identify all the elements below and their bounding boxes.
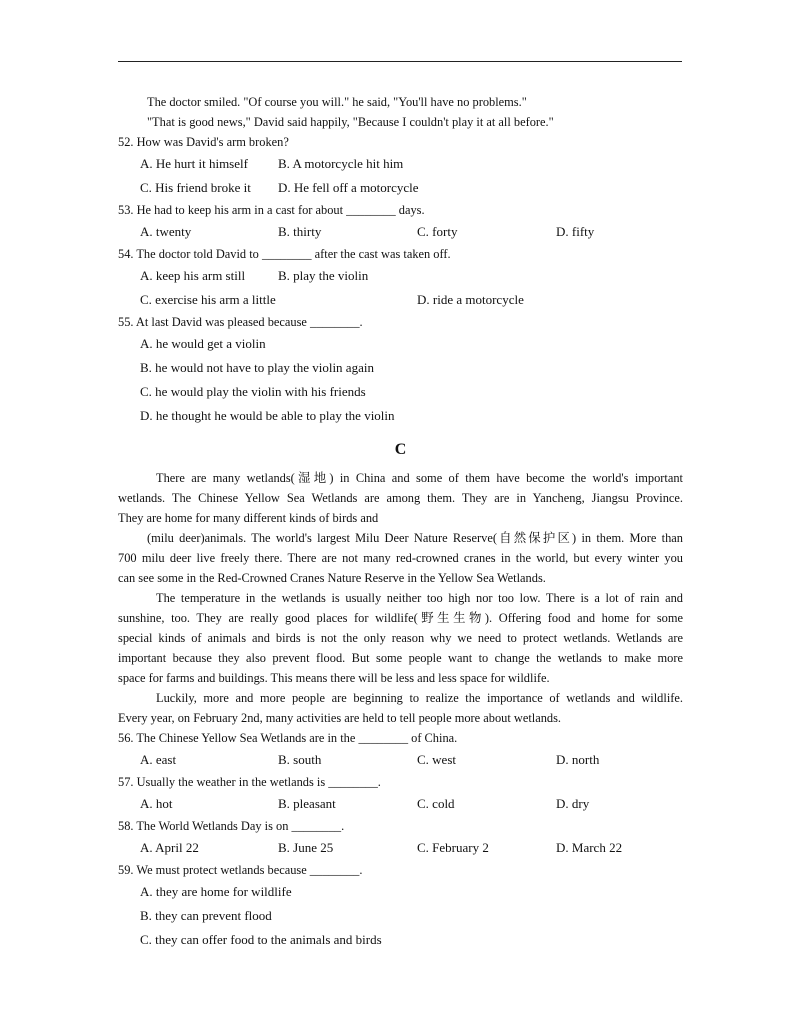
option-b: B. A motorcycle hit him — [278, 156, 404, 171]
options-row — [118, 220, 683, 244]
option-c: C. February 2 — [417, 840, 489, 855]
passage-paragraph — [118, 588, 683, 688]
question-58: 58. The World Wetlands Day is on ________. — [118, 819, 345, 833]
section-title: C — [394, 441, 407, 458]
options-row — [118, 904, 683, 928]
option-b: B. south — [278, 752, 322, 767]
option-a: A. He hurt it himself — [140, 156, 248, 171]
option-b: B. he would not have to play the violin again — [140, 360, 374, 375]
passage-line: The temperature in the wetlands is usually neither too high nor too low. There is a lot of rain and — [156, 591, 683, 605]
option-a: A. they are home for wildlife — [140, 884, 292, 899]
passage-line: They are home for many different kinds of birds and — [118, 511, 379, 525]
option-b: B. play the violin — [278, 268, 369, 283]
passage-paragraph — [118, 688, 683, 728]
option-b: B. they can prevent flood — [140, 908, 272, 923]
options-row — [118, 928, 683, 952]
option-a: A. keep his arm still — [140, 268, 246, 283]
options-row — [118, 356, 683, 380]
option-c: C. he would play the violin with his friends — [140, 384, 366, 399]
option-c: C. forty — [417, 224, 458, 239]
passage-line: wetlands. The Chinese Yellow Sea Wetlands are among them. They are in Yancheng, Jiangsu Province. — [118, 491, 683, 505]
option-b: B. June 25 — [278, 840, 334, 855]
question-59: 59. We must protect wetlands because ________. — [118, 863, 363, 877]
question-55: 55. At last David was pleased because ________. — [118, 315, 363, 329]
option-d: D. ride a motorcycle — [417, 292, 524, 307]
passage-line: 700 milu deer live freely there. There are not many red-crowned cranes in the world, but every winter you — [118, 551, 683, 565]
option-b: B. thirty — [278, 224, 322, 239]
options-row — [118, 288, 683, 312]
dialogue-line: "That is good news," David said happily, "Because I couldn't play it at all before." — [147, 115, 554, 129]
passage-line: (milu deer)animals. The world's largest Milu Deer Nature Reserve(自然保护区) in them. More than — [147, 531, 683, 545]
option-c: C. west — [417, 752, 456, 767]
option-a: A. he would get a violin — [140, 336, 266, 351]
options-row — [118, 792, 683, 816]
option-d: D. he thought he would be able to play the violin — [140, 408, 395, 423]
options-row — [118, 880, 683, 904]
option-d: D. north — [556, 752, 600, 767]
option-a: A. twenty — [140, 224, 192, 239]
option-a: A. east — [140, 752, 177, 767]
question-56: 56. The Chinese Yellow Sea Wetlands are in the ________ of China. — [118, 731, 458, 745]
passage-line: can see some in the Red-Crowned Cranes Nature Reserve in the Yellow Sea Wetlands. — [118, 571, 546, 585]
passage-paragraph — [118, 528, 683, 588]
passage-line: space for farms and buildings. This means there will be less and less space for wildlife. — [118, 671, 550, 685]
passage-line: important because they also prevent flood. But some people want to change the wetlands to make more — [118, 651, 683, 665]
question-57: 57. Usually the weather in the wetlands is ________. — [118, 775, 381, 789]
options-row — [118, 380, 683, 404]
option-d: D. March 22 — [556, 840, 623, 855]
options-row — [118, 152, 683, 176]
option-c: C. cold — [417, 796, 455, 811]
passage-line: sunshine, too. They are really good places for wildlife(野生生物). Offering food and home for some — [118, 611, 683, 625]
options-row — [118, 748, 683, 772]
options-row — [118, 332, 683, 356]
question-53: 53. He had to keep his arm in a cast for about ________ days. — [118, 203, 425, 217]
passage-paragraph — [118, 468, 683, 528]
page-content — [118, 92, 683, 952]
option-a: A. hot — [140, 796, 173, 811]
option-b: B. pleasant — [278, 796, 336, 811]
options-row — [118, 836, 683, 860]
option-d: D. fifty — [556, 224, 595, 239]
options-row — [118, 176, 683, 200]
passage-line: special kinds of animals and birds is not the only reason why we need to protect wetlands. Wetlands are — [118, 631, 683, 645]
option-c: C. His friend broke it — [140, 180, 251, 195]
passage-line: Every year, on February 2nd, many activities are held to tell people more about wetlands. — [118, 711, 562, 725]
option-d: D. dry — [556, 796, 590, 811]
dialogue-line: The doctor smiled. "Of course you will." he said, "You'll have no problems." — [147, 95, 527, 109]
option-d: D. He fell off a motorcycle — [278, 180, 419, 195]
question-52: 52. How was David's arm broken? — [118, 135, 289, 149]
option-a: A. April 22 — [140, 840, 199, 855]
option-c: C. they can offer food to the animals and birds — [140, 932, 382, 947]
header-rule — [118, 61, 682, 62]
options-row — [118, 264, 683, 288]
options-row — [118, 404, 683, 428]
option-c: C. exercise his arm a little — [140, 292, 276, 307]
question-54: 54. The doctor told David to ________ after the cast was taken off. — [118, 247, 451, 261]
passage-line: Luckily, more and more people are beginning to realize the importance of wetlands and wildlife. — [156, 691, 683, 705]
passage-line: There are many wetlands(湿地) in China and some of them have become the world's important — [156, 471, 683, 485]
